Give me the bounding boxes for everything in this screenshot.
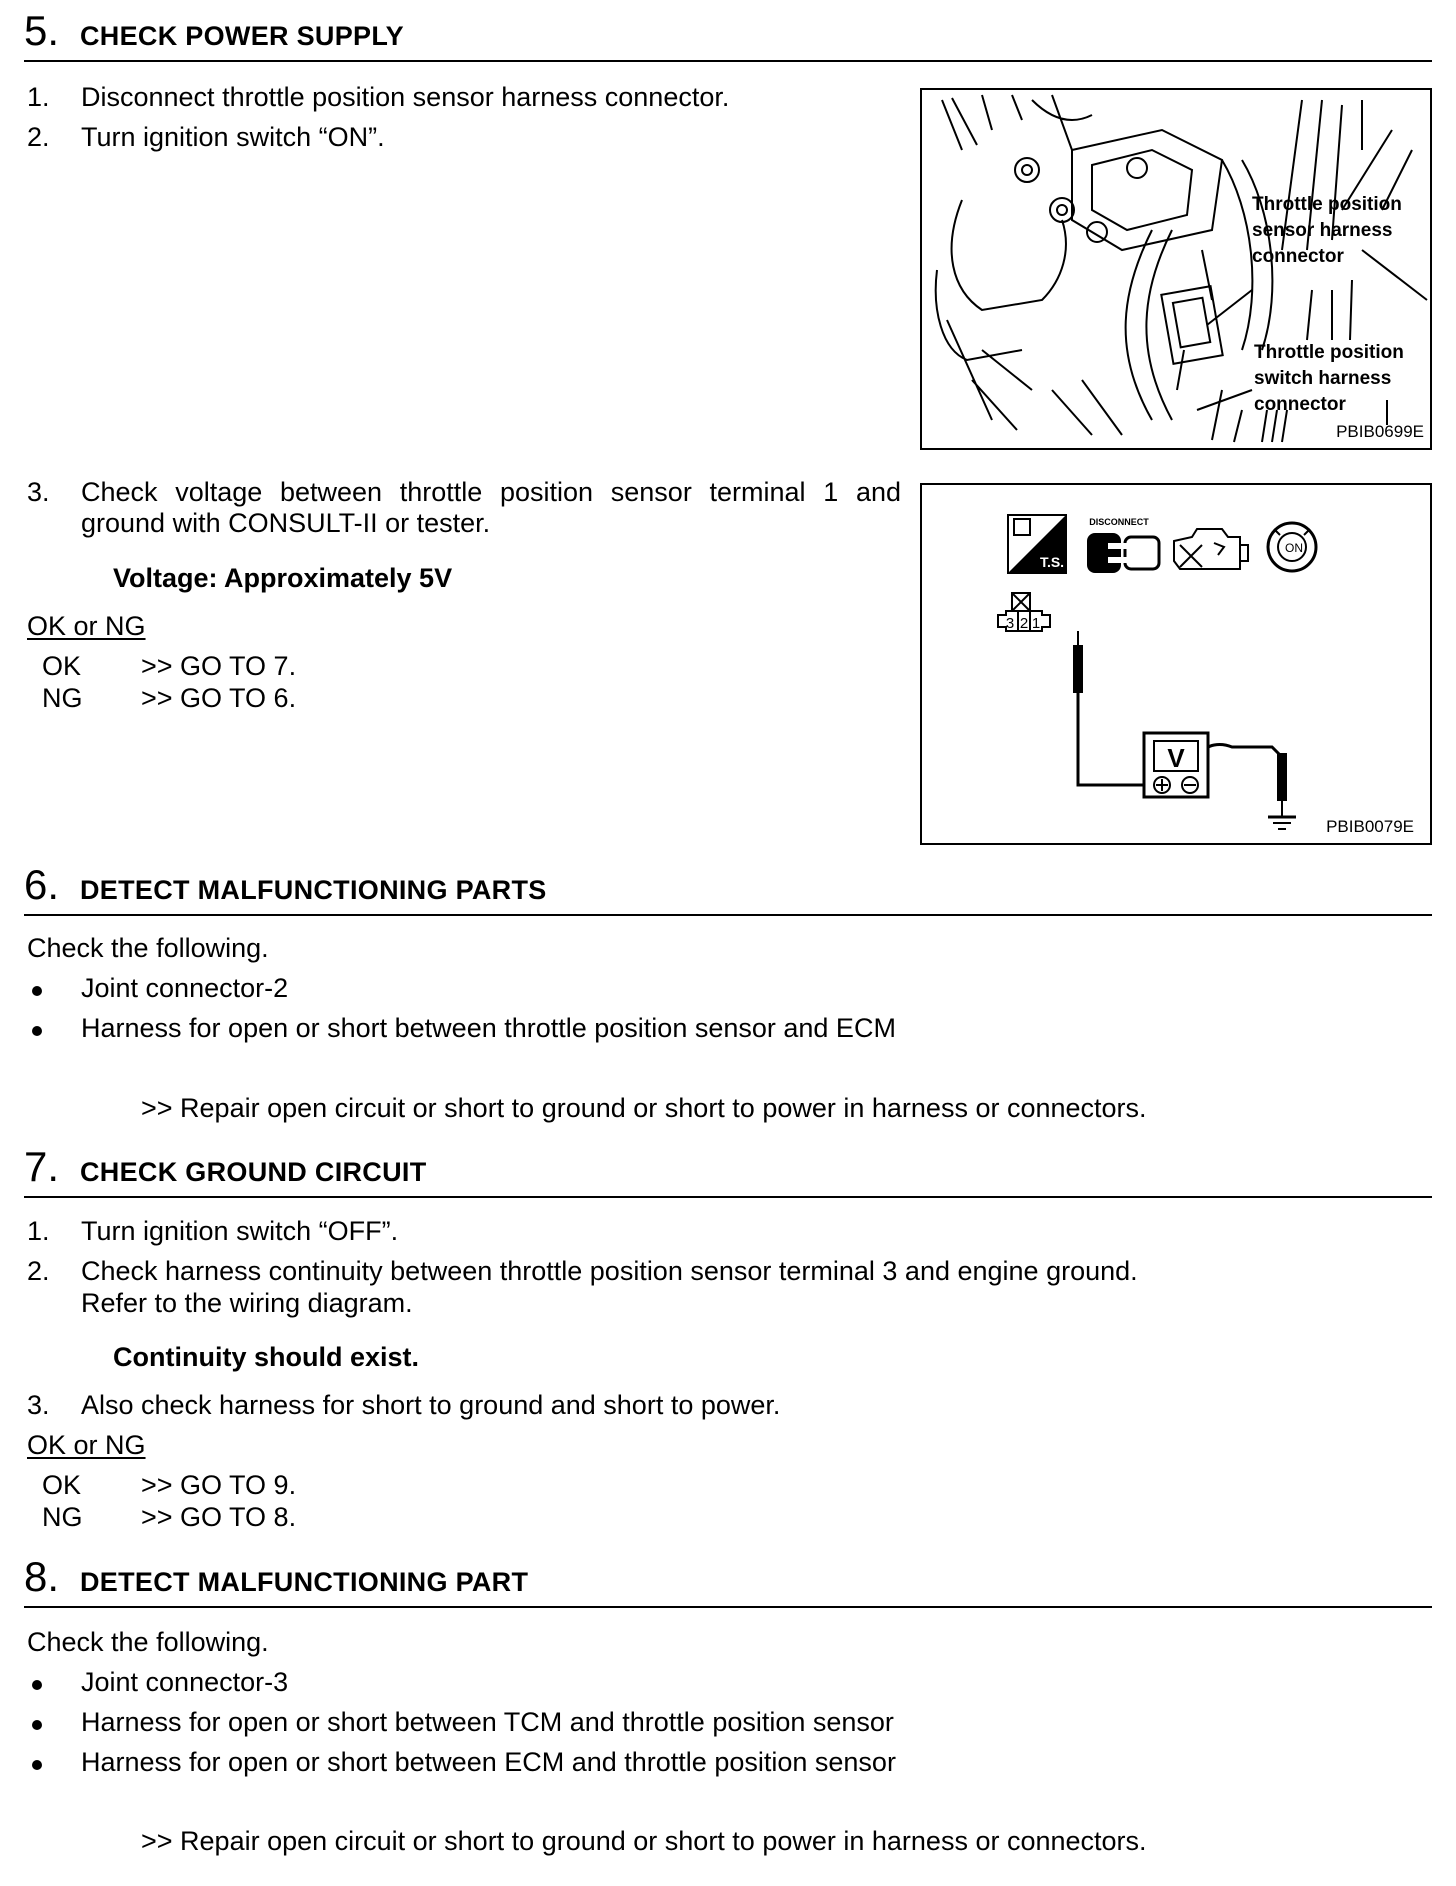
s8-action: >> Repair open circuit or short to ground or short to power in harness or connectors. — [141, 1826, 1147, 1856]
s8-intro: Check the following. — [27, 1627, 269, 1657]
s5-step-3-text: Check voltage between throttle position sensor terminal 1 and ground with CONSULT-II or tester. — [81, 477, 901, 538]
section-7-header — [24, 1143, 1432, 1198]
s7-result-ok-key: OK — [42, 1470, 82, 1500]
fig1-label-b-line-3: connector — [1254, 394, 1346, 415]
voltage-check-diagram — [922, 485, 1430, 843]
fig1-label-a-line-3: connector — [1252, 246, 1344, 267]
s7-ok-ng-label: OK or NG — [27, 1430, 146, 1460]
s5-step-1-number: 1. — [27, 82, 50, 112]
test-leads — [1073, 631, 1296, 829]
fig1-code: PBIB0699E — [1336, 422, 1424, 441]
section-5-header — [24, 7, 1432, 62]
fig1-label-switch-connector — [1254, 340, 1404, 418]
s8-bullet-2 — [32, 1720, 42, 1730]
fig1-label-b-line-1: Throttle position — [1254, 342, 1404, 363]
disconnect-icon — [1087, 517, 1159, 573]
figure-voltage-check — [920, 483, 1432, 845]
s7-step-3-number: 3. — [27, 1390, 50, 1420]
s8-item-1: Joint connector-3 — [81, 1667, 289, 1697]
s7-spec: Continuity should exist. — [113, 1342, 420, 1372]
s5-result-ok-key: OK — [42, 651, 82, 681]
s8-bullet-3 — [32, 1760, 42, 1770]
s7-step-1-text: Turn ignition switch “OFF”. — [81, 1216, 399, 1246]
s7-step-2-text-line-2: Refer to the wiring diagram. — [81, 1288, 413, 1318]
figure-connector-location — [920, 88, 1432, 450]
section-6-header — [24, 861, 1432, 916]
fig1-label-sensor-connector — [1252, 192, 1402, 270]
s6-action: >> Repair open circuit or short to ground or short to power in harness or connectors. — [141, 1093, 1147, 1123]
s5-step-1-text: Disconnect throttle position sensor harness connector. — [81, 82, 730, 112]
ts-icon-label: T.S. — [1039, 554, 1065, 570]
voltmeter — [1144, 733, 1208, 797]
section-6-title: DETECT MALFUNCTIONING PARTS — [80, 875, 547, 905]
section-8-title: DETECT MALFUNCTIONING PART — [80, 1567, 529, 1597]
s6-intro: Check the following. — [27, 933, 269, 963]
s5-step-2-text: Turn ignition switch “ON”. — [81, 122, 385, 152]
voltmeter-label: V — [1167, 743, 1185, 773]
s5-ok-ng-label: OK or NG — [27, 611, 146, 641]
s5-result-ok-action: >> GO TO 7. — [141, 651, 297, 681]
s7-result-ng-key: NG — [42, 1502, 83, 1532]
s8-bullet-1 — [32, 1680, 42, 1690]
terminal-3: 3 — [1005, 615, 1015, 632]
terminal-2: 2 — [1019, 615, 1029, 632]
s8-item-2: Harness for open or short between TCM and throttle position sensor — [81, 1707, 894, 1737]
s6-item-1: Joint connector-2 — [81, 973, 289, 1003]
s5-spec: Voltage: Approximately 5V — [113, 563, 453, 593]
ignition-on-icon — [1268, 523, 1316, 571]
fig2-code: PBIB0079E — [1326, 817, 1414, 836]
s7-step-1-number: 1. — [27, 1216, 50, 1246]
section-8-header — [24, 1553, 1432, 1608]
section-8-number: 8. — [24, 1553, 60, 1600]
section-6-number: 6. — [24, 861, 60, 908]
s6-bullet-2 — [32, 1026, 42, 1036]
fig1-label-b-line-2: switch harness — [1254, 368, 1392, 389]
fig1-label-a-line-2: sensor harness — [1252, 220, 1393, 241]
s6-item-2: Harness for open or short between throttle position sensor and ECM — [81, 1013, 896, 1043]
s7-step-2-text: Check harness continuity between throttle position sensor terminal 3 and engine ground. — [81, 1256, 1138, 1286]
s7-result-ng-action: >> GO TO 8. — [141, 1502, 297, 1532]
disconnect-icon-label: DISCONNECT — [1089, 517, 1149, 527]
section-7-title: CHECK GROUND CIRCUIT — [80, 1157, 427, 1187]
ts-icon — [1008, 515, 1066, 573]
s5-step-2-number: 2. — [27, 122, 50, 152]
s5-result-ng-key: NG — [42, 683, 83, 713]
s7-step-2-number: 2. — [27, 1256, 50, 1286]
terminal-1: 1 — [1031, 615, 1041, 632]
s8-item-3: Harness for open or short between ECM and throttle position sensor — [81, 1747, 896, 1777]
s6-bullet-1 — [32, 986, 42, 996]
engine-off-icon — [1174, 529, 1248, 569]
fig1-label-a-line-1: Throttle position — [1252, 194, 1402, 215]
s7-step-3-text: Also check harness for short to ground and short to power. — [81, 1390, 781, 1420]
s5-result-ng-action: >> GO TO 6. — [141, 683, 297, 713]
section-5-number: 5. — [24, 7, 60, 54]
s7-result-ok-action: >> GO TO 9. — [141, 1470, 297, 1500]
s5-step-3-number: 3. — [27, 477, 50, 507]
section-7-number: 7. — [24, 1143, 60, 1190]
terminal-connector — [998, 593, 1050, 632]
section-5-title: CHECK POWER SUPPLY — [80, 21, 404, 51]
ignition-on-label: ON — [1285, 541, 1303, 555]
